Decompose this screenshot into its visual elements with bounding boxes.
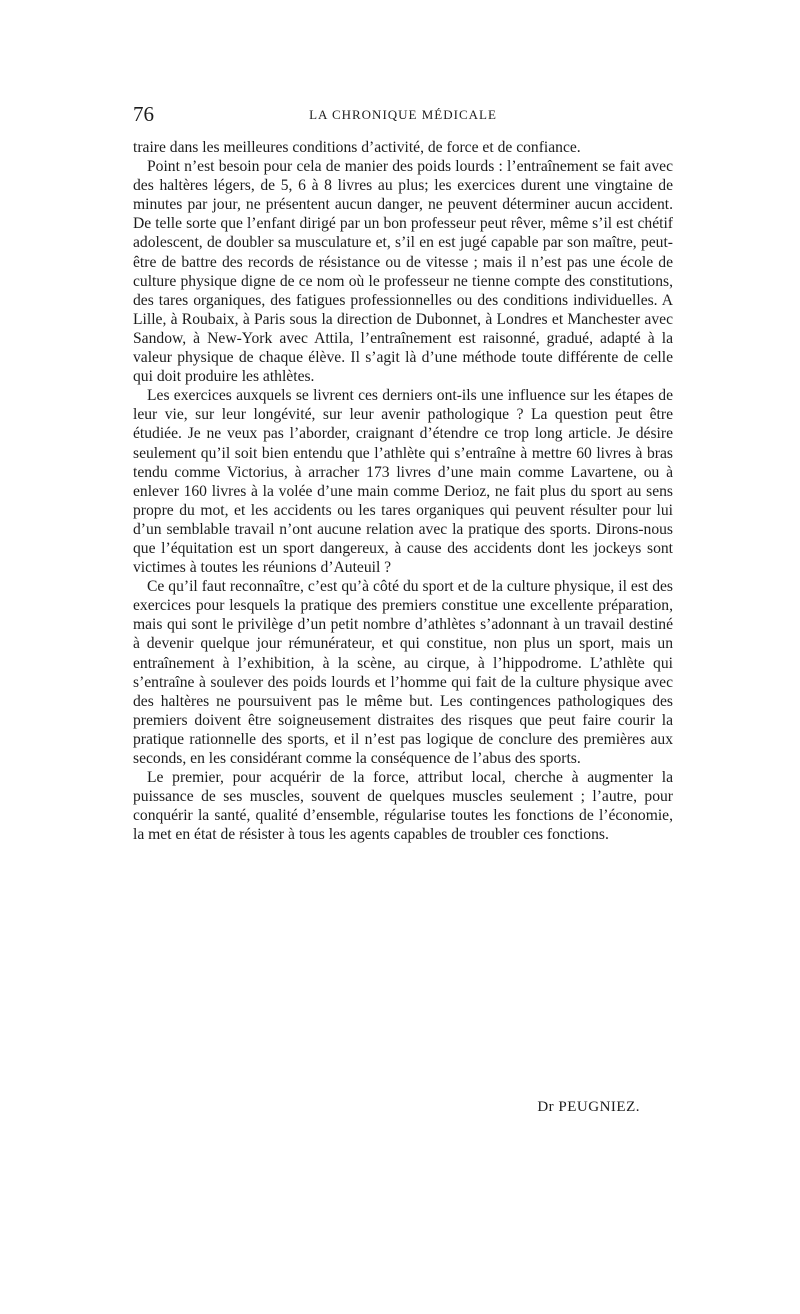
page-header [133, 100, 673, 134]
article-body [133, 138, 673, 844]
paragraph: Point n’est besoin pour cela de manier des poids lourds : l’entraînement se fait avec des haltères légers, de 5, 6 à 8 livres au plus; les exercices durent une vingtaine de minutes par jour, ne présentent aucun danger, ne peuvent déterminer aucun accident. De telle sorte que l’enfant dirigé par un bon professeur peut rêver, même s’il est chétif adolescent, de doubler sa musculature et, s’il en est jugé capable par son maître, peut-être de battre des records de résistance ou de vitesse ; mais il n’est pas une école de culture physique digne de ce nom où le professeur ne tienne compte des constitutions, des tares organiques, des fatigues professionnelles ou des conditions individuelles. A Lille, à Roubaix, à Paris sous la direction de Dubonnet, à Londres et Manchester avec Sandow, à New-York avec Attila, l’entraînement est raisonné, gradué, adapté à la valeur physique de chaque élève. Il s’agit là d’une méthode toute différente de celle qui doit produire les athlètes. [133, 158, 673, 386]
paragraph: Les exercices auxquels se livrent ces derniers ont-ils une influence sur les étapes de leur vie, sur leur longévité, sur leur avenir pathologique ? La question peut être étudiée. Je ne veux pas l’aborder, craignant d’étendre ce trop long article. Je désire seulement qu’il soit bien entendu que l’athlète qui s’entraîne à mettre 60 livres à bras tendu comme Victorius, à arracher 173 livres d’une main comme Lavartene, ou à enlever 160 livres à la volée d’une main comme Derioz, ne fait plus du sport au sens propre du mot, et les accidents ou les tares organiques qui peuvent résulter pour lui d’un semblable travail n’ont aucune relation avec la pratique des sports. Dirons-nous que l’équitation est un sport dangereux, à cause des accidents dont les jockeys sont victimes à toutes les réunions d’Auteuil ? [133, 387, 673, 577]
paragraph-continuation: traire dans les meilleures conditions d’activité, de force et de confiance. [133, 139, 581, 156]
running-title: LA CHRONIQUE MÉDICALE [309, 107, 497, 122]
page-number: 76 [133, 102, 154, 126]
author-signature: Dr PEUGNIEZ. [537, 1099, 640, 1115]
paragraph: Ce qu’il faut reconnaître, c’est qu’à côté du sport et de la culture physique, il est des exercices pour lesquels la pratique des premiers constitue une excellente préparation, mais qui sont le privilège d’un petit nombre d’athlètes s’adonnant à un travail destiné à devenir quelque jour rémunérateur, et qui constitue, non plus un sport, mais un entraînement à l’exhibition, à la scène, au cirque, à l’hippodrome. L’athlète qui s’entraîne à soulever des poids lourds et l’homme qui fait de la culture physique avec des haltères ne poursuivent pas le même but. Les contingences pathologiques des premiers doivent être soigneusement distraites des risques que peut faire courir la pratique rationnelle des sports, et il n’est pas logique de conclure des premières aux seconds, en les considérant comme la conséquence de l’abus des sports. [133, 578, 673, 767]
paragraph: Le premier, pour acquérir de la force, attribut local, cherche à augmenter la puissance de ses muscles, souvent de quelques muscles seulement ; l’autre, pour conquérir la santé, qualité d’ensemble, régularise toutes les fonctions de l’économie, la met en état de résister à tous les agents capables de troubler ces fonctions. [133, 769, 673, 844]
